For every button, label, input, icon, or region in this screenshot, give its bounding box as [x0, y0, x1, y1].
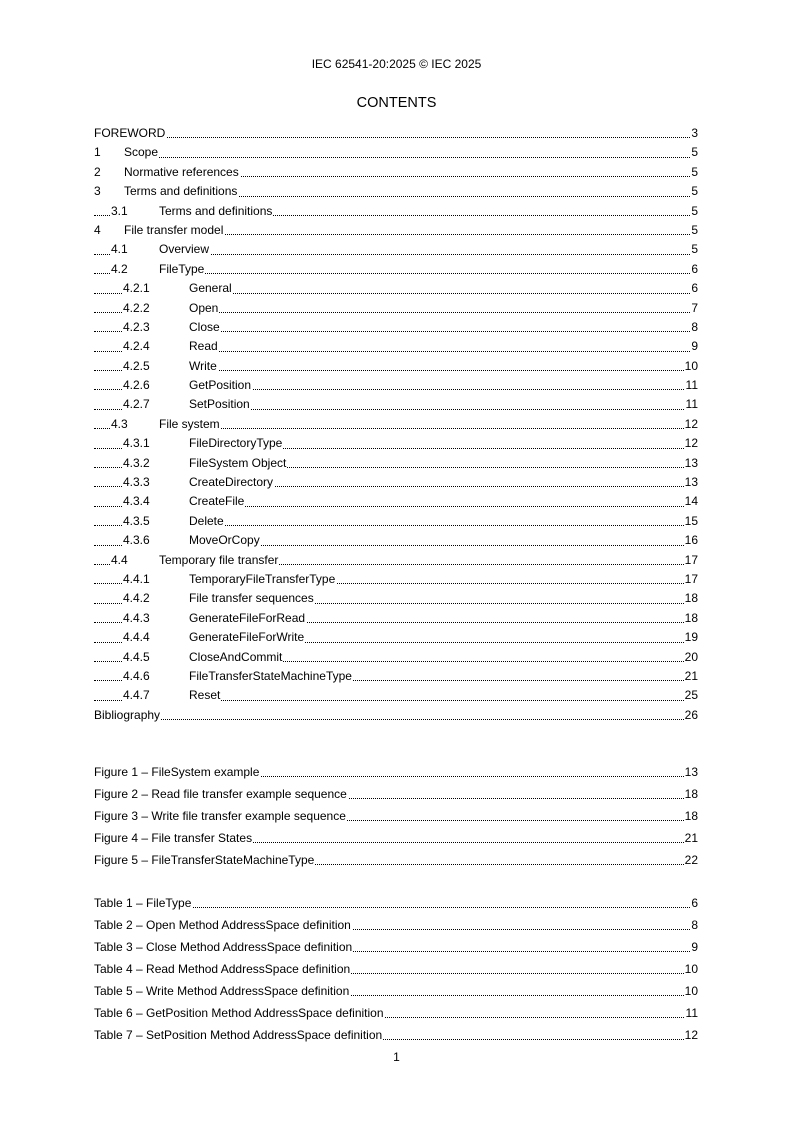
toc-entry[interactable]: 2 Normative references 5 — [94, 163, 698, 182]
toc-entry[interactable]: 4.4.5 CloseAndCommit 20 — [94, 648, 698, 667]
table-entry[interactable]: Table 6 – GetPosition Method AddressSpace definition 11 — [94, 1002, 698, 1024]
figure-entry[interactable]: Figure 5 – FileTransferStateMachineType 22 — [94, 849, 698, 871]
page-number: 1 — [393, 1050, 400, 1064]
toc-entry[interactable]: Bibliography 26 — [94, 706, 698, 725]
toc-entry[interactable]: 4.2.1 General 6 — [94, 279, 698, 298]
toc-entry[interactable]: 4.4.2 File transfer sequences 18 — [94, 589, 698, 608]
toc-entry[interactable]: 4.4.4 GenerateFileForWrite 19 — [94, 628, 698, 647]
table-entry[interactable]: Table 2 – Open Method AddressSpace definition 8 — [94, 914, 698, 936]
document-header: IEC 62541-20:2025 © IEC 2025 — [311, 57, 482, 71]
table-entry[interactable]: Table 1 – FileType 6 — [94, 892, 698, 914]
list-of-figures — [94, 761, 698, 871]
table-entry[interactable]: Table 7 – SetPosition Method AddressSpace definition 12 — [94, 1024, 698, 1046]
toc-entry[interactable]: 4.3.6 MoveOrCopy 16 — [94, 531, 698, 550]
table-entry[interactable]: Table 5 – Write Method AddressSpace definition 10 — [94, 980, 698, 1002]
figure-entry[interactable]: Figure 3 – Write file transfer example sequence 18 — [94, 805, 698, 827]
toc-entry[interactable]: 4.3.2 FileSystem Object 13 — [94, 454, 698, 473]
toc-entry[interactable]: 4.3.4 CreateFile 14 — [94, 492, 698, 511]
table-of-contents — [94, 124, 698, 725]
toc-entry[interactable]: 1 Scope 5 — [94, 143, 698, 162]
toc-entry[interactable]: 4.3.3 CreateDirectory 13 — [94, 473, 698, 492]
list-of-tables — [94, 892, 698, 1046]
figure-entry[interactable]: Figure 1 – FileSystem example 13 — [94, 761, 698, 783]
toc-entry[interactable]: 4.2.2 Open 7 — [94, 299, 698, 318]
toc-entry[interactable]: 4.4.3 GenerateFileForRead 18 — [94, 609, 698, 628]
toc-entry[interactable]: 4.4.1 TemporaryFileTransferType 17 — [94, 570, 698, 589]
toc-entry[interactable]: 4.2 FileType 6 — [94, 260, 698, 279]
toc-entry[interactable]: 4.2.6 GetPosition 11 — [94, 376, 698, 395]
table-entry[interactable]: Table 4 – Read Method AddressSpace definition 10 — [94, 958, 698, 980]
figure-entry[interactable]: Figure 4 – File transfer States 21 — [94, 827, 698, 849]
toc-entry[interactable]: 3 Terms and definitions 5 — [94, 182, 698, 201]
page-title: CONTENTS — [356, 95, 437, 111]
toc-entry[interactable]: 4.4 Temporary file transfer 17 — [94, 551, 698, 570]
toc-entry[interactable]: 4 File transfer model 5 — [94, 221, 698, 240]
toc-entry[interactable]: 4.4.7 Reset 25 — [94, 686, 698, 705]
toc-entry[interactable]: 4.1 Overview 5 — [94, 240, 698, 259]
toc-entry[interactable]: 3.1 Terms and definitions 5 — [94, 202, 698, 221]
toc-entry[interactable]: 4.2.3 Close 8 — [94, 318, 698, 337]
toc-entry[interactable]: 4.4.6 FileTransferStateMachineType 21 — [94, 667, 698, 686]
figure-entry[interactable]: Figure 2 – Read file transfer example sequence 18 — [94, 783, 698, 805]
toc-entry[interactable]: 4.2.4 Read 9 — [94, 337, 698, 356]
toc-entry[interactable]: 4.3.5 Delete 15 — [94, 512, 698, 531]
toc-entry[interactable]: 4.3 File system 12 — [94, 415, 698, 434]
table-entry[interactable]: Table 3 – Close Method AddressSpace definition 9 — [94, 936, 698, 958]
toc-entry[interactable]: 4.2.7 SetPosition 11 — [94, 395, 698, 414]
toc-entry[interactable]: 4.2.5 Write 10 — [94, 357, 698, 376]
toc-entry[interactable]: 4.3.1 FileDirectoryType 12 — [94, 434, 698, 453]
toc-entry[interactable]: FOREWORD 3 — [94, 124, 698, 143]
